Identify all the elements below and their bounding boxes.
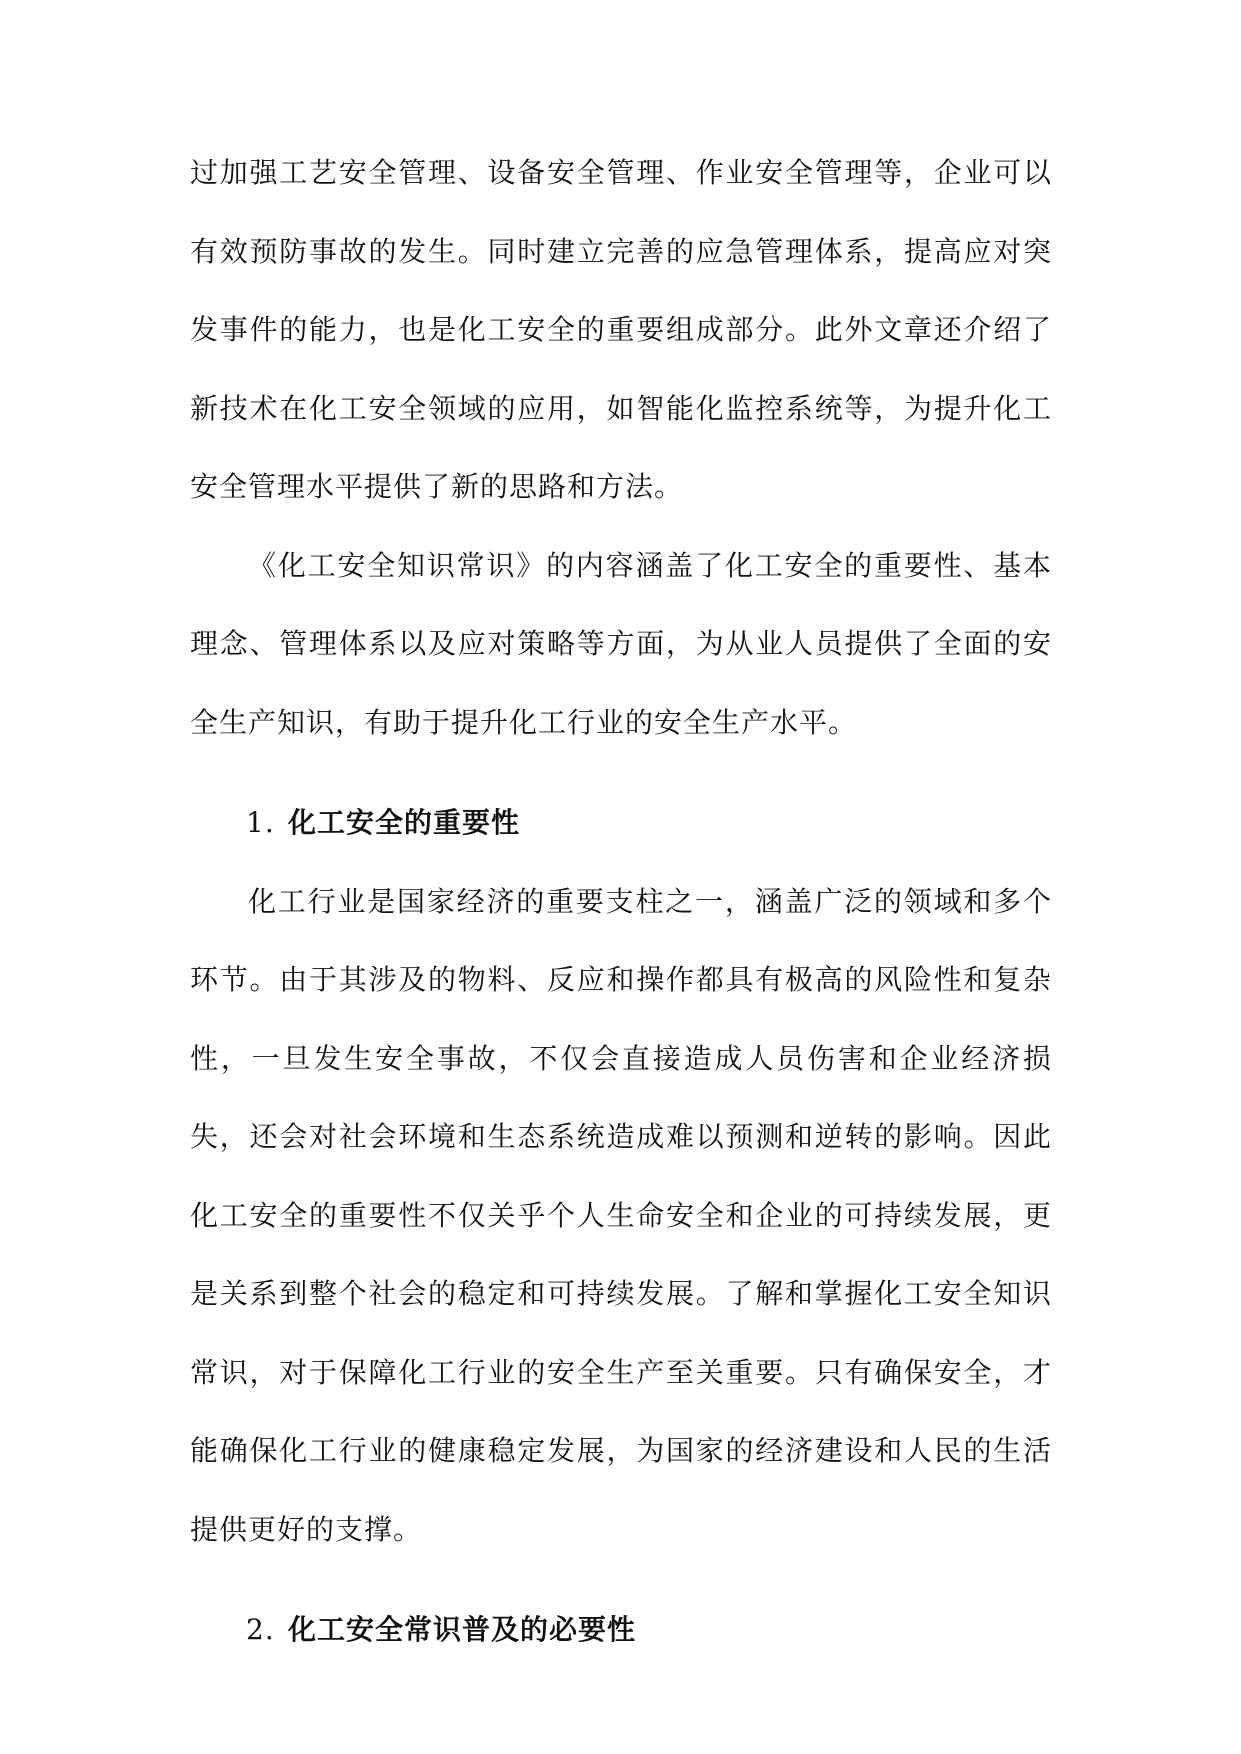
document-page	[190, 134, 1052, 1670]
section-title-2: 化工安全常识普及的必要性	[288, 1613, 637, 1646]
section-heading-1	[190, 784, 1052, 863]
section-title-1: 化工安全的重要性	[288, 806, 521, 839]
section-heading-2	[190, 1591, 1052, 1670]
section-gap	[190, 1569, 1052, 1591]
section-number-2: 2.	[246, 1613, 275, 1646]
section-number-1: 1.	[246, 806, 275, 839]
body-paragraph-continued: 过加强工艺安全管理、设备安全管理、作业安全管理等，企业可以有效预防事故的发生。同时建立完善的应急管理体系，提高应对突发事件的能力，也是化工安全的重要组成部分。此外文章还介绍了新技术在化工安全领域的应用，如智能化监控系统等，为提升化工安全管理水平提供了新的思路和方法。	[190, 156, 1052, 503]
section-gap	[190, 762, 1052, 784]
body-paragraph-summary: 《化工安全知识常识》的内容涵盖了化工安全的重要性、基本理念、管理体系以及应对策略等方面，为从业人员提供了全面的安全生产知识，有助于提升化工行业的安全生产水平。	[190, 548, 1052, 739]
section-body-1: 化工行业是国家经济的重要支柱之一，涵盖广泛的领域和多个环节。由于其涉及的物料、反应和操作都具有极高的风险性和复杂性，一旦发生安全事故，不仅会直接造成人员伤害和企业经济损失，还会对社会环境和生态系统造成难以预测和逆转的影响。因此化工安全的重要性不仅关乎个人生命安全和企业的可持续发展，更是关系到整个社会的稳定和可持续发展。了解和掌握化工安全知识常识，对于保障化工行业的安全生产至关重要。只有确保安全，才能确保化工行业的健康稳定发展，为国家的经济建设和人民的生活提供更好的支撑。	[190, 884, 1052, 1546]
